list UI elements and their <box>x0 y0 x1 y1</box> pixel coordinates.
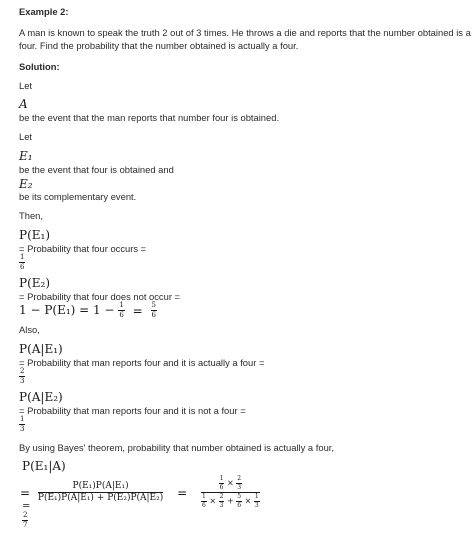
then-text: Then, <box>19 210 43 221</box>
bayes-numeric-fraction: $\frac{1}{6}$ × $\frac{2}{3}$ $\frac{1}{6}$ × $\frac{2}{3}$ + $\frac{5}{6}$ × $\frac{1}{3}$ <box>201 475 259 509</box>
problem-line-1: A man is known to speak the truth 2 out of 3 times. He throws a die and reports that the number obtained is a <box>19 27 471 38</box>
event-a-symbol: A <box>19 97 28 111</box>
pe2-symbol: P(E₂) <box>19 276 51 290</box>
bayes-formula: = $\frac{\text{P(E₁)P(A|E₁)}}{\text{P(E₁)P(A|E₁) + P(E₂)P(A|E₂)}}$ = $\frac{1}{6}$ × $\frac{2}{3}$ $\frac{1}{6}$ × $\frac{2}{3}$ + $\frac{5}{6}$ × $\frac{1}{3}$ <box>20 475 259 509</box>
event-e2-description: be its complementary event. <box>19 191 137 202</box>
event-e2-symbol: E₂ <box>19 177 33 191</box>
pe1-symbol: P(E₁) <box>19 228 51 242</box>
let-text-1: Let <box>19 80 33 91</box>
final-value: $\frac{2}{7}$ <box>23 511 28 529</box>
bayes-fraction: $\frac{\text{P(E₁)P(A|E₁)}}{\text{P(E₁)P(A|E₁) + P(E₂)P(A|E₂)}}$ <box>37 481 164 503</box>
also-text: Also, <box>19 324 40 335</box>
pae1-symbol: P(A|E₁) <box>19 342 63 356</box>
event-a-description: be the event that the man reports that number four is obtained. <box>19 112 280 123</box>
pe2-description: = Probability that four does not occur = <box>19 291 181 302</box>
example-heading: Example 2: <box>19 6 69 17</box>
pe2-expression: 1 − P(E₁) = 1 − $\frac{1}{6}$ = $\frac{5}{6}$ <box>19 301 156 319</box>
pae1-description: = Probability that man reports four and it is actually a four = <box>19 357 265 368</box>
pae1-value: $\frac{2}{3}$ <box>20 367 25 385</box>
bayes-text: By using Bayes' theorem, probability that number obtained is actually a four, <box>19 442 334 453</box>
let-text-2: Let <box>19 131 33 142</box>
pe1-value: $\frac{1}{6}$ <box>20 253 25 271</box>
pe1-given-a-symbol: P(E₁|A) <box>22 459 66 473</box>
pae2-value: $\frac{1}{3}$ <box>20 415 25 433</box>
event-e1-description: be the event that four is obtained and <box>19 164 174 175</box>
pae2-description: = Probability that man reports four and it is not a four = <box>19 405 246 416</box>
problem-line-2: four. Find the probability that the number obtained is actually a four. <box>19 40 299 51</box>
pe1-description: = Probability that four occurs = <box>19 243 147 254</box>
event-e1-symbol: E₁ <box>19 149 33 163</box>
solution-label: Solution: <box>19 61 60 72</box>
pae2-symbol: P(A|E₂) <box>19 390 63 404</box>
final-equals: = <box>22 501 31 512</box>
